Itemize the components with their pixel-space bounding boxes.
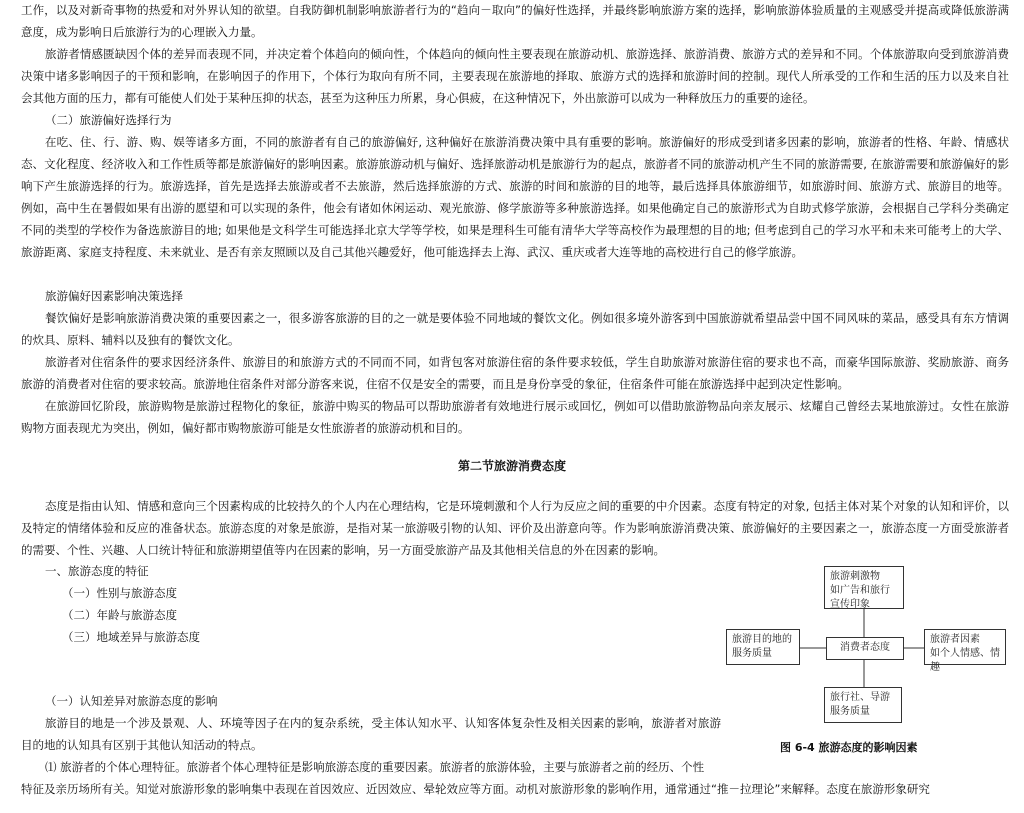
list-item: （一）性别与旅游态度	[62, 586, 177, 600]
box-destination-service: 旅游目的地的 服务质量	[726, 629, 800, 665]
paragraph: 旅游者对住宿条件的要求因经济条件、旅游目的和旅游方式的不同而不同，如背包客对旅游住宿的条件要求较低，学生自助旅游对旅游住宿的要求也不高，而豪华国际旅游、奖励旅游、商务旅游的消费者对住宿的要求较高。旅游地住宿条件对部分游客来说，住宿不仅是安全的需要，而且是身份享受的象征，住宿条件可能在旅游选择中起到决定性影响。	[21, 355, 1009, 391]
subheading-cognition: （一）认知差异对旅游态度的影响	[45, 694, 218, 708]
list-item: （三）地域差异与旅游态度	[62, 630, 200, 644]
box-agency-service: 旅行社、导游 服务质量	[824, 687, 902, 723]
box-stimulus: 旅游刺激物 如广告和旅行宣传印象	[824, 566, 904, 609]
figure-caption: 图 6-4 旅游态度的影响因素	[780, 741, 918, 754]
subheading-preference: （二）旅游偏好选择行为	[45, 113, 172, 127]
paragraph: ⑴ 旅游者的个体心理特征。旅游者个体心理特征是影响旅游态度的重要因素。旅游者的旅游体验，主要与旅游者之前的经历、个性	[45, 760, 705, 774]
paragraph: 旅游者情感匮缺因个体的差异而表现不同，并决定着个体趋向的倾向性，个体趋向的倾向性主要表现在旅游动机、旅游选择、旅游消费、旅游方式的差异和不同。个体旅游取向受到旅游消费决策中诸多影响因子的干预和影响，在影响因子的作用下，个体行为取向有所不同，主要表现在旅游地的择取、旅游方式的选择和旅游时间的控制。现代人所承受的工作和生活的压力以及来自社会其他方面的压力，都有可能使人们处于某种压抑的状态，甚至为这种压力所累，身心俱疲，在这种情况下，外出旅游可以成为一种释放压力的重要的途径。	[21, 47, 1009, 105]
paragraph: 餐饮偏好是影响旅游消费决策的重要因素之一，很多游客旅游的目的之一就是要体验不同地域的餐饮文化。例如很多境外游客到中国旅游就希望品尝中国不同风味的菜品，感受具有东方情调的炊具、原料、辅料以及独有的餐饮文化。	[21, 311, 1009, 347]
list-item: （二）年龄与旅游态度	[62, 608, 177, 622]
paragraph: 在吃、住、行、游、购、娱等诸多方面，不同的旅游者有自己的旅游偏好, 这种偏好在旅游消费决策中具有重要的影响。旅游偏好的形成受到诸多因素的影响，旅游者的性格、年龄、情感状态、文化程度、经济收入和工作性质等都是旅游偏好的影响因素。旅游旅游动机与偏好、选择旅游动机是旅游行为的起点，旅游者不同的旅游动机产生不同的旅游需要, 在旅游需要和旅游偏好的影响下产生旅游选择的行为。旅游选择，首先是选择去旅游或者不去旅游，然后选择旅游的方式、旅游的时间和旅游的目的地等，最后选择具体旅游细节，如旅游时间、旅游方式、旅游目的地等。例如，高中生在暑假如果有出游的愿望和可以实现的条件，他会有诸如休闲运动、观光旅游、修学旅游等多种旅游选择。如果他确定自己的旅游形式为自助式修学旅游，会根据自己学科分类确定不同的类型的学校作为备选旅游目的地; 如果他是文科学生可能选择北京大学等学校，如果是理科生可能有清华大学等高校作为最理想的目的地; 但考虑到自己的学习水平和未来可能考上的大学、旅游距离、家庭支持程度、未来就业、是否有亲友照顾以及自己其他兴趣爱好，他可能选择去上海、武汉、重庆或者大连等地的高校进行自己的修学旅游。	[21, 135, 1009, 259]
box-tourist-factors: 旅游者因素 如个人情感、情趣	[924, 629, 1006, 665]
paragraph: 态度是指由认知、情感和意向三个因素构成的比较持久的个人内在心理结构，它是环境刺激和个人行为反应之间的重要的中介因素。态度有特定的对象, 包括主体对某个对象的认知和评价，以及特定的情绪体验和反应的准备状态。旅游态度的对象是旅游，是指对某一旅游吸引物的认知、评价及出游意向等。作为影响旅游消费决策、旅游偏好的主要因素之一，旅游态度一方面受旅游者的需要、个性、兴趣、人口统计特征和旅游期望值等内在因素的影响，另一方面受旅游产品及其他相关信息的外在因素的影响。	[21, 499, 1009, 557]
section-title: 第二节旅游消费态度	[457, 459, 566, 473]
paragraph: 工作，以及对新奇事物的热爱和对外界认知的欲望。自我防御机制影响旅游者行为的“趋向－取向”的偏好性选择，并最终影响旅游方案的选择，影响旅游体验质量的主观感受并提高或降低旅游满意度，成为影响日后旅游行为的心理嵌入力量。	[21, 3, 1009, 39]
paragraph: 特征及亲历场所有关。知觉对旅游形象的影响集中表现在首因效应、近因效应、晕轮效应等方面。动机对旅游形象的影响作用，通常通过“推－拉理论”来解释。态度在旅游形象研究	[21, 782, 930, 796]
subheading-features: 一、旅游态度的特征	[45, 564, 149, 578]
paragraph: 在旅游回忆阶段，旅游购物是旅游过程物化的象征，旅游中购买的物品可以帮助旅游者有效地进行展示或回忆，例如可以借助旅游物品向亲友展示、炫耀自己曾经去某地旅游过。女性在旅游购物方面表现尤为突出，例如，偏好都市购物旅游可能是女性旅游者的旅游动机和目的。	[21, 399, 1009, 435]
subheading-factors: 旅游偏好因素影响决策选择	[45, 289, 183, 303]
box-consumer-attitude: 消费者态度	[826, 637, 904, 660]
paragraph: 旅游目的地是一个涉及景观、人、环境等因子在内的复杂系统，受主体认知水平、认知客体复杂性及相关因素的影响，旅游者对旅游目的地的认知具有区别于其他认知活动的特点。	[21, 716, 721, 752]
